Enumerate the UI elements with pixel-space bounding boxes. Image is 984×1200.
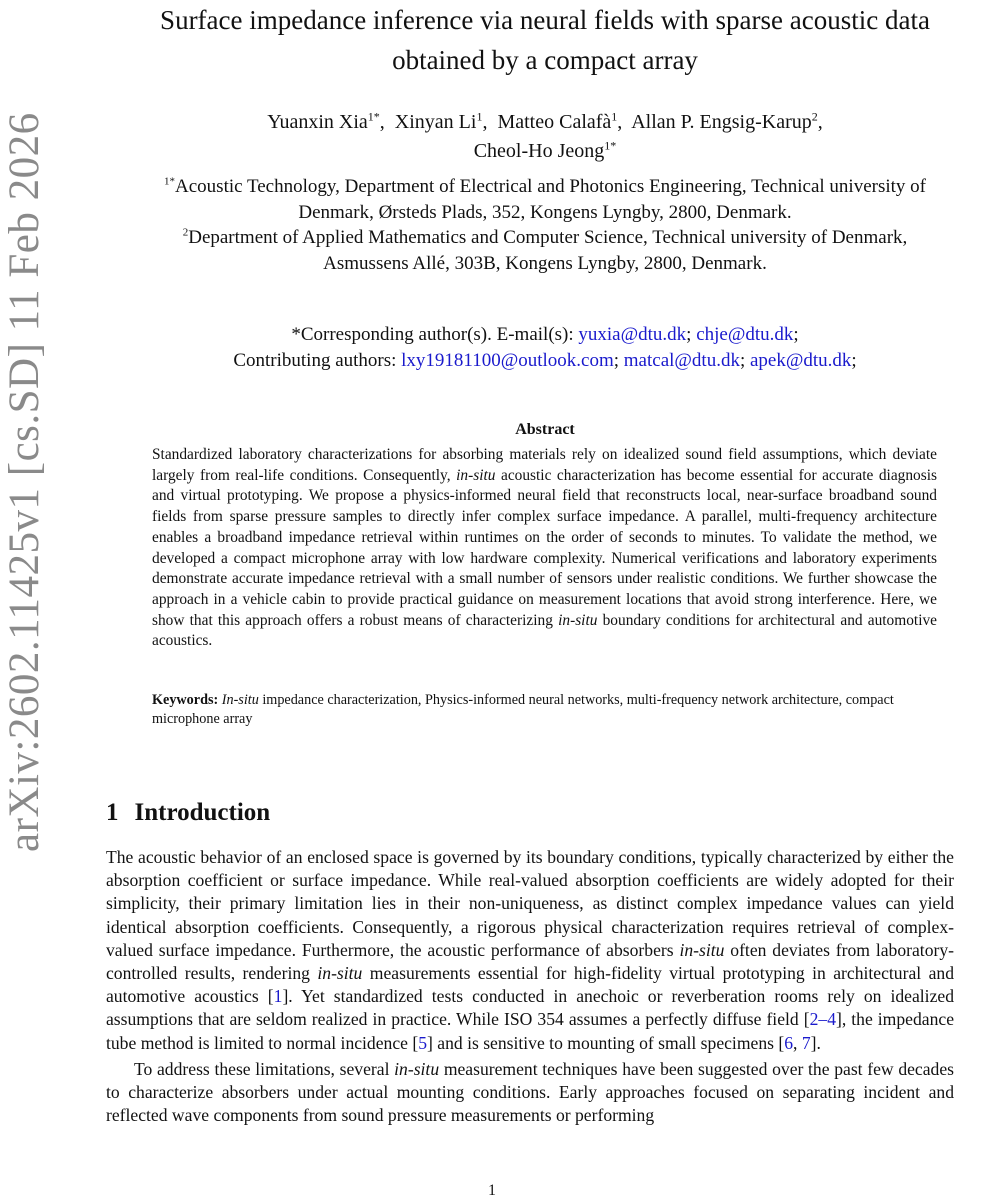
email-link[interactable]: yuxia@dtu.dk — [578, 324, 687, 345]
author: Yuanxin Xia$^{1*}$, — [267, 109, 385, 133]
contact-label: *Corresponding author(s). E-mail(s): — [291, 324, 574, 345]
author: Matteo Calafà$^1$, — [497, 109, 623, 133]
paper-title: Surface impedance inference via neural fields with sparse acoustic data obtained by a compact array — [160, 5, 930, 75]
keywords — [152, 691, 937, 729]
contact-label: Contributing authors: — [233, 350, 397, 371]
citation-link[interactable]: 1 — [273, 986, 283, 1007]
affiliation-marker: 1* — [367, 109, 380, 124]
section-number: 1 — [106, 799, 119, 826]
section-heading-introduction — [106, 797, 270, 829]
author-name: Cheol-Ho Jeong — [473, 140, 605, 162]
affiliation-text: Department of Applied Mathematics and Computer Science, Technical university of Denmark, Asmussens Allé, 303B, Kongens Lyngby, 2800, Denmark. — [188, 227, 908, 274]
author-name: Xinyan Li — [394, 111, 477, 133]
italic-term: In-situ — [221, 692, 259, 708]
author-name: Allan P. Engsig-Karup — [631, 111, 812, 133]
email-link[interactable]: apek@dtu.dk — [749, 350, 852, 371]
abstract-heading: Abstract — [515, 421, 575, 438]
author-list — [140, 108, 950, 166]
italic-term: in-situ — [317, 963, 363, 984]
keywords-label: Keywords: — [152, 692, 219, 708]
citation-link[interactable]: 6 — [784, 1032, 794, 1053]
italic-term: in-situ — [456, 466, 496, 484]
arxiv-identifier-stamp: arXiv:2602.11425v1 [cs.SD] 11 Feb 2026 — [1, 112, 48, 852]
citation-link[interactable]: 2–4 — [809, 1009, 836, 1030]
affiliation-marker: 2 — [182, 226, 189, 239]
author — [474, 140, 617, 162]
affiliation-marker: 1 — [476, 109, 483, 124]
affiliation — [140, 225, 950, 276]
author: Xinyan Li$^1$, — [394, 109, 488, 133]
citation-link[interactable]: 7 — [801, 1032, 811, 1053]
author-name: Yuanxin Xia — [267, 111, 368, 133]
paragraph: To address these limitations, several in-situ measurement techniques have been suggested over the past few decades to characterize absorbers under actual mounting conditions. Early approaches focused on separating incident and reflected wave components from sound pressure measurements or performing — [106, 1058, 954, 1126]
affiliation-marker: 2 — [811, 109, 818, 124]
email-link[interactable]: matcal@dtu.dk — [623, 350, 740, 371]
italic-term: in-situ — [394, 1058, 440, 1079]
italic-term: in-situ — [558, 611, 598, 629]
paragraph: The acoustic behavior of an enclosed space is governed by its boundary conditions, typically characterized by either the absorption coefficient or surface impedance. While real-valued absorption coefficients are widely adopted for their simplicity, their primary limitation lies in their non-uniqueness, as distinct complex impedance values can yield identical absorption coefficients. Consequently, a rigorous physical characterization requires retrieval of complex-valued surface impedance. Furthermore, the acoustic performance of absorbers in-situ often deviates from laboratory-controlled results, rendering in-situ measurements essential for high-fidelity virtual prototyping in architectural and automotive acoustics [1]. Yet standardized tests conducted in anechoic or reverberation rooms rely on idealized assumptions that are seldom realized in practice. While ISO 354 assumes a perfectly diffuse field [2–4], the impedance tube method is limited to normal incidence [5] and is sensitive to mounting of small specimens [6, 7]. — [106, 847, 955, 1053]
corresponding-authors-line: *Corresponding author(s). E-mail(s): yuxia@dtu.dk; chje@dtu.dk; — [291, 324, 799, 345]
author-name: Matteo Calafà — [497, 111, 612, 133]
author: Allan P. Engsig-Karup$^2$, — [631, 109, 823, 133]
citation-link[interactable]: 5 — [418, 1032, 428, 1053]
email-link[interactable]: lxy19181100@outlook.com — [401, 350, 614, 371]
introduction-body — [106, 846, 954, 1127]
contributing-authors-line: Contributing authors: lxy19181100@outlook.com; matcal@dtu.dk; apek@dtu.dk; — [233, 350, 857, 371]
affiliation-marker: 1 — [611, 109, 618, 124]
email-link[interactable]: chje@dtu.dk — [696, 324, 794, 345]
affiliation-marker: 1* — [164, 175, 176, 188]
keywords-body: In-situ impedance characterization, Physics-informed neural networks, multi-frequency network architecture, compact microphone array — [152, 692, 894, 727]
affiliation — [140, 174, 950, 225]
affiliation-list — [140, 174, 950, 276]
contact-info — [140, 322, 950, 374]
italic-term: in-situ — [679, 939, 725, 960]
abstract-body: Standardized laboratory characterizations for absorbing materials rely on idealized sound field assumptions, which deviate largely from real-life conditions. Consequently, in-situ acoustic characterization has become essential for accurate diagnosis and virtual prototyping. We propose a physics-informed neural field that reconstructs local, near-surface broadband sound fields from sparse pressure samples to directly infer complex surface impedance. A parallel, multi-frequency architecture enables a broadband impedance retrieval within runtimes on the order of seconds to minutes. To validate the method, we developed a compact microphone array with low hardware complexity. Numerical verifications and laboratory experiments demonstrate accurate impedance retrieval with a small number of sensors under realistic conditions. We further showcase the approach in a vehicle cabin to provide practical guidance on measurement locations that avoid strong interference. Here, we show that this approach offers a robust means of characterizing in-situ boundary conditions for architectural and automotive acoustics. — [152, 446, 937, 650]
affiliation-text: Acoustic Technology, Department of Electrical and Photonics Engineering, Technical university of Denmark, Ørsteds Plads, 352, Kongens Lyngby, 2800, Denmark. — [175, 176, 926, 223]
section-title: Introduction — [134, 799, 271, 826]
page-number: 1 — [488, 1182, 496, 1199]
affiliation-marker: 1* — [604, 138, 617, 153]
